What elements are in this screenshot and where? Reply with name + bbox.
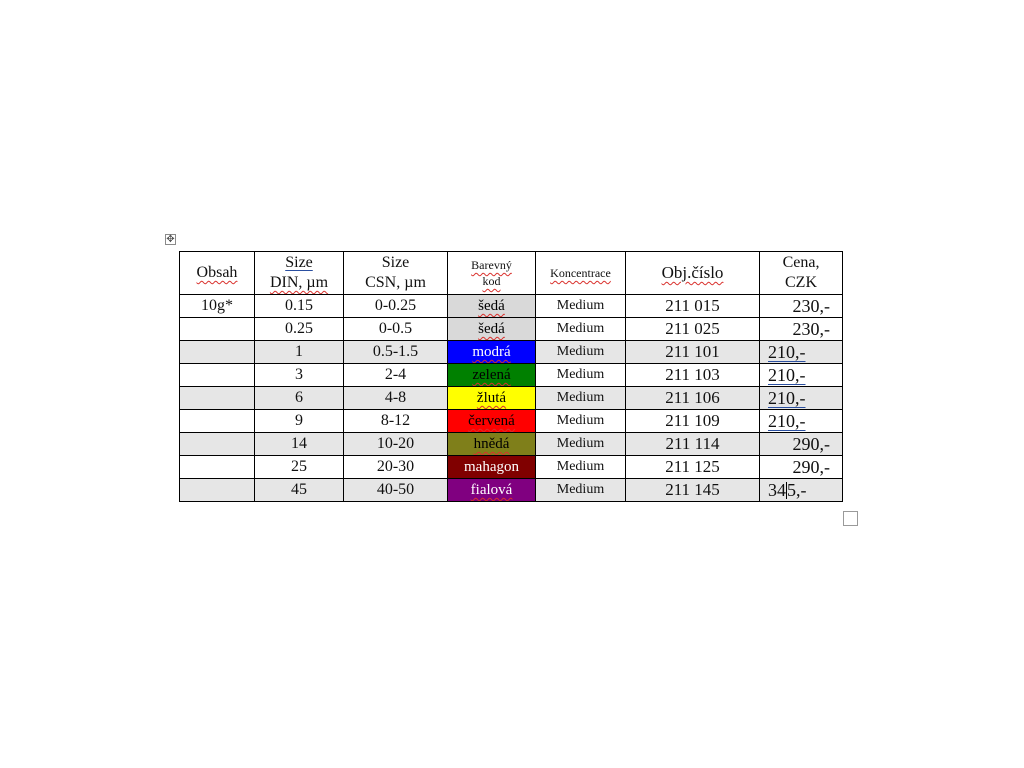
cell-csn: 4-8 [344,387,448,410]
cell-din: 25 [255,456,344,479]
table-row [180,456,843,479]
table-row [180,410,843,433]
cell-price[interactable]: 345,- [760,479,843,502]
cell-price: 210,- [760,341,843,364]
price-table [179,251,843,502]
cell-koncentrace: Medium [536,410,626,433]
cell-obj: 211 109 [626,410,760,433]
cell-koncentrace: Medium [536,364,626,387]
header-koncentrace: Koncentrace [536,252,626,295]
cell-obsah: 10g* [180,295,255,318]
cell-obsah [180,410,255,433]
cell-csn: 0-0.5 [344,318,448,341]
cell-obj: 211 015 [626,295,760,318]
header-barevny-kod: Barevný kod [448,252,536,295]
cell-din: 0.25 [255,318,344,341]
cell-color: šedá [448,318,536,341]
cell-obj: 211 025 [626,318,760,341]
cell-obj: 211 103 [626,364,760,387]
cell-csn: 0.5-1.5 [344,341,448,364]
table-row [180,479,843,502]
cell-color: mahagon [448,456,536,479]
cell-csn: 8-12 [344,410,448,433]
cell-price: 210,- [760,387,843,410]
cell-din: 9 [255,410,344,433]
cell-obj: 211 106 [626,387,760,410]
cell-color: zelená [448,364,536,387]
table-row [180,364,843,387]
cell-csn: 2-4 [344,364,448,387]
table-row [180,341,843,364]
header-obsah: Obsah [180,252,255,295]
cell-koncentrace: Medium [536,341,626,364]
header-size-din: Size DIN, µm [255,252,344,295]
cell-din: 1 [255,341,344,364]
resize-square-icon[interactable] [843,511,858,526]
cell-color: modrá [448,341,536,364]
cell-koncentrace: Medium [536,387,626,410]
cell-price: 230,- [760,295,843,318]
table-row [180,387,843,410]
cell-obsah [180,479,255,502]
cell-obj: 211 145 [626,479,760,502]
cell-csn: 40-50 [344,479,448,502]
cell-color: fialová [448,479,536,502]
header-size-csn: Size CSN, µm [344,252,448,295]
move-cross-icon[interactable]: ✥ [166,234,175,245]
cell-obj: 211 114 [626,433,760,456]
table-row [180,433,843,456]
cell-obj: 211 125 [626,456,760,479]
cell-din: 6 [255,387,344,410]
cell-price: 290,- [760,456,843,479]
cell-koncentrace: Medium [536,318,626,341]
cell-color: žlutá [448,387,536,410]
cell-price: 210,- [760,410,843,433]
header-row [180,252,843,295]
cell-csn: 0-0.25 [344,295,448,318]
cell-koncentrace: Medium [536,456,626,479]
cell-price: 290,- [760,433,843,456]
cell-color: červená [448,410,536,433]
cell-obsah [180,456,255,479]
cell-csn: 10-20 [344,433,448,456]
cell-obsah [180,364,255,387]
cell-price: 230,- [760,318,843,341]
cell-color: hnědá [448,433,536,456]
cell-din: 14 [255,433,344,456]
cell-color: šedá [448,295,536,318]
cell-koncentrace: Medium [536,295,626,318]
cell-din: 3 [255,364,344,387]
cell-din: 0.15 [255,295,344,318]
table-row [180,318,843,341]
table-row [180,295,843,318]
header-obj-cislo: Obj.číslo [626,252,760,295]
cell-obsah [180,387,255,410]
cell-din: 45 [255,479,344,502]
cell-obsah [180,433,255,456]
cell-koncentrace: Medium [536,479,626,502]
cell-obsah [180,318,255,341]
cell-koncentrace: Medium [536,433,626,456]
cell-obsah [180,341,255,364]
header-cena: Cena, CZK [760,252,843,295]
cell-price: 210,- [760,364,843,387]
cell-csn: 20-30 [344,456,448,479]
cell-obj: 211 101 [626,341,760,364]
